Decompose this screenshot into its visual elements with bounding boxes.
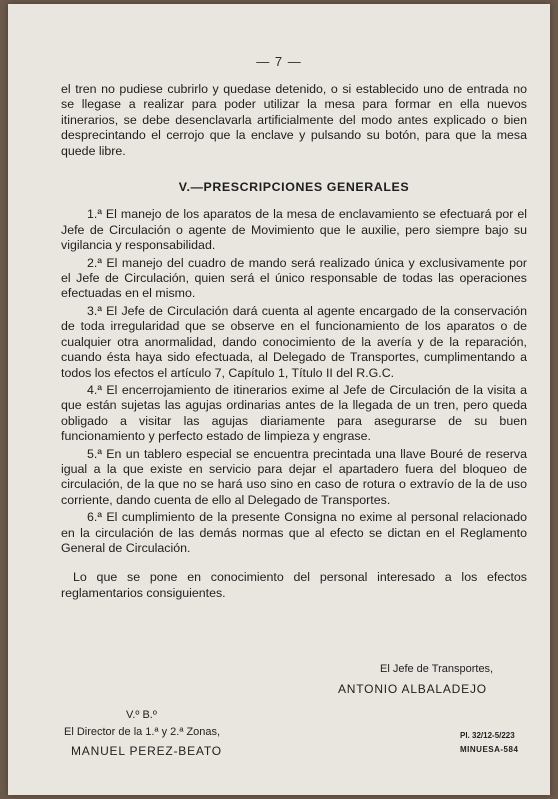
signature-2-name: MANUEL PEREZ-BEATO — [71, 744, 222, 758]
document-page — [8, 4, 550, 795]
prescription-item-1: 1.ª El manejo de los aparatos de la mesa de enclavamiento se efectuará por el Jefe de Circulación o agente de Movimiento que le auxilie, pero siempre bajo su vigilancia y responsabilidad. — [61, 207, 527, 253]
prescription-item-6: 6.ª El cumplimiento de la presente Consigna no exime al personal relacionado en la circulación de las demás normas que al efecto se dictan en el Reglamento General de Circulación. — [61, 510, 527, 555]
page-number: — 7 — — [256, 54, 302, 69]
document-body — [61, 82, 527, 601]
reference-code: Pl. 32/12-5/223 — [460, 731, 515, 740]
visto-bueno-label: V.º B.º — [126, 709, 157, 721]
prescription-item-5: 5.ª En un tablero especial se encuentra precintada una llave Bouré de reserva igual a la que existe en servicio para dejar el apartadero fuera del bloqueo de circulación, de la que no se hará uso sino en caso de rotura o extravío de la de uso corriente, dando cuenta de ello al Delegado de Transportes. — [61, 446, 527, 507]
signature-1-title: El Jefe de Transportes, — [380, 663, 494, 675]
signature-1-name: ANTONIO ALBALADEJO — [338, 682, 487, 696]
closing-paragraph: Lo que se pone en conocimiento del personal interesado a los efectos reglamentarios consiguientes. — [61, 570, 527, 600]
prescription-item-2: 2.ª El manejo del cuadro de mando será realizado única y exclusivamente por el Jefe de Circulación, quien será el único responsable de todas las operaciones efectuadas en el mismo. — [61, 255, 527, 301]
signature-2-title: El Director de la 1.ª y 2.ª Zonas, — [64, 726, 221, 738]
printer-code: MINUESA-584 — [460, 745, 519, 754]
intro-paragraph: el tren no pudiese cubrirlo y quedase detenido, o si establecido uno de entrada no se llegase a realizar para poder utilizar la mesa para formar en ella nuevos itinerarios, se debe desenclavarla artificialmente del modo antes explicado o bien desprecintando el cerrojo que la enclave y pulsando su botón, para que la mesa quede libre. — [61, 82, 527, 158]
prescription-item-4: 4.ª El encerrojamiento de itinerarios exime al Jefe de Circulación de la visita a que están sujetas las agujas ordinarias antes de la llegada de un tren, pero queda obligado a visitar las agujas diariamente para asegurarse de su buen funcionamiento y perfecto estado de limpieza y engrase. — [61, 382, 527, 444]
section-heading: V.—PRESCRIPCIONES GENERALES — [178, 180, 410, 195]
prescription-item-3: 3.ª El Jefe de Circulación dará cuenta al agente encargado de la conservación de toda irregularidad que se observe en el funcionamiento de los aparatos o de cualquier otra anormalidad, dando conocimiento de la avería y de la reparación, cuando ésta haya sido efectuada, al Delegado de Transportes, cumplimentando a todos los efectos el artículo 7, Capítulo 1, Título II del R.G.C. — [61, 303, 527, 380]
